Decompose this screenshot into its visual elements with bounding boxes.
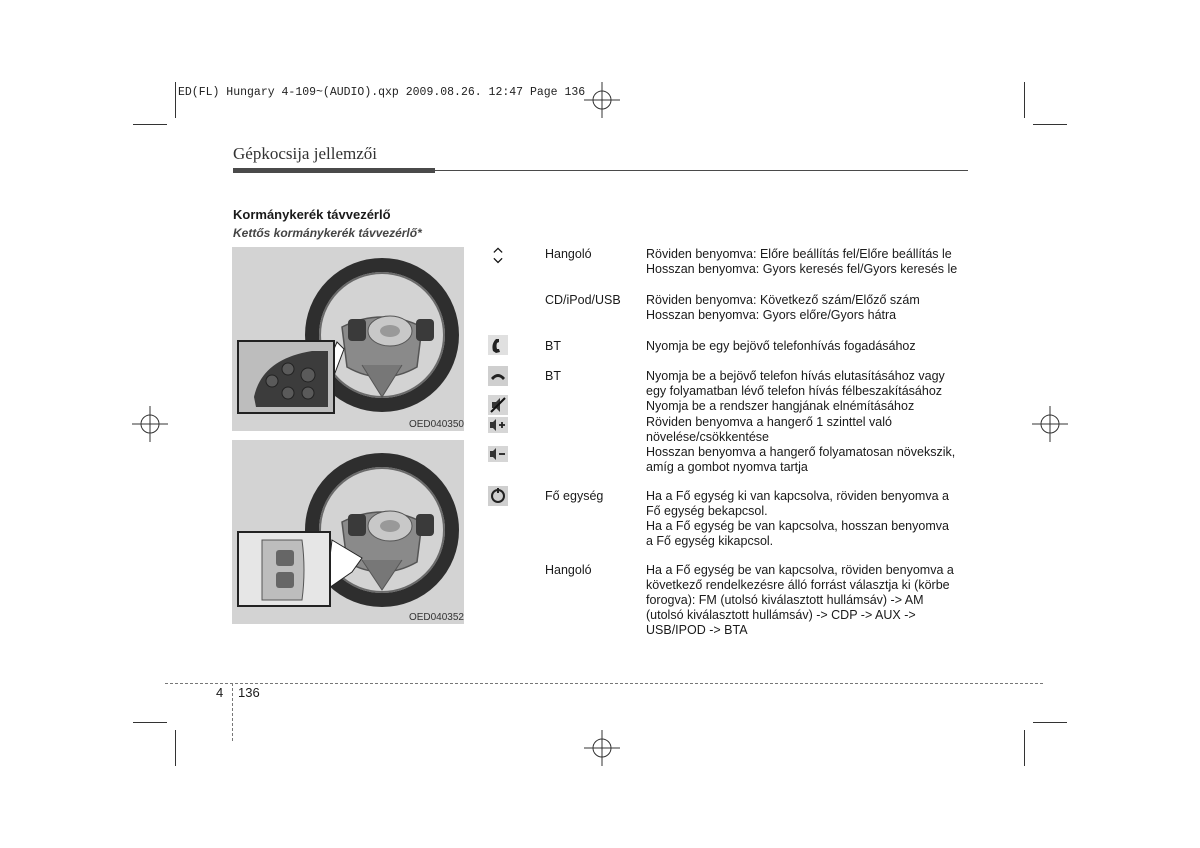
row-description: Hosszan benyomva a hangerő folyamatosan növekszik, amíg a gombot nyomva tartja: [646, 445, 956, 474]
row-description: Röviden benyomva: Következő szám/Előző szám Hosszan benyomva: Gyors előre/Gyors hátra: [646, 293, 920, 322]
row-label: Fő egység: [545, 489, 604, 503]
phone-answer-icon: [488, 335, 508, 355]
row-description: Nyomja be a rendszer hangjának elnémításához: [646, 399, 915, 413]
footer-rule: [165, 683, 1043, 684]
figure-code: OED040352: [408, 612, 464, 623]
crop-mark: [175, 730, 176, 766]
row-description: Röviden benyomva: Előre beállítás fel/Előre beállítás le Hosszan benyomva: Gyors keresés fel/Gyors keresés le: [646, 247, 958, 276]
row-label: Hangoló: [545, 247, 592, 261]
row-description: Nyomja be a bejövő telefon hívás elutasításához vagy egy folyamatban lévő telefon hívás félbeszakításához: [646, 369, 945, 398]
registration-mark-icon: [584, 730, 620, 766]
title-bar: [233, 168, 435, 173]
steering-wheel-figure: [232, 247, 464, 431]
row-label: BT: [545, 369, 561, 383]
row-description: Röviden benyomva a hangerő 1 szinttel való növelése/csökkentése: [646, 415, 892, 444]
steering-wheel-illustration: [232, 247, 464, 431]
page-number: [238, 685, 260, 700]
registration-mark-icon: [132, 406, 168, 442]
mute-icon: [488, 395, 508, 415]
up-down-arrows-icon: [488, 246, 508, 266]
print-header: ED(FL) Hungary 4-109~(AUDIO).qxp 2009.08.26. 12:47 Page 136: [178, 86, 586, 99]
title-rule: [435, 170, 968, 171]
crop-mark: [1033, 722, 1067, 723]
volume-down-icon: [488, 444, 508, 464]
phone-hangup-icon: [488, 366, 508, 386]
registration-mark-icon: [584, 82, 620, 118]
page-number-value: 136: [238, 685, 260, 700]
row-description: Nyomja be egy bejövő telefonhívás fogadásához: [646, 339, 916, 353]
row-description: Ha a Fő egység be van kapcsolva, röviden benyomva a következő rendelkezésre álló forrást választja ki (körbe forogva): FM (utolsó kiválasztott hullámsáv) -> AM (utolsó kiválasztott hullámsáv) -> CDP -> AUX -> USB/IPOD -> BTA: [646, 563, 954, 637]
row-label: Hangoló: [545, 563, 592, 577]
volume-up-icon: [488, 415, 508, 435]
crop-mark: [133, 722, 167, 723]
steering-wheel-figure: [232, 440, 464, 624]
crop-mark: [1024, 730, 1025, 766]
row-description: Ha a Fő egység ki van kapcsolva, röviden benyomva a Fő egység bekapcsol. Ha a Fő egység be van kapcsolva, hosszan benyomva a Fő egység kikapcsol.: [646, 489, 949, 548]
section-title: Gépkocsija jellemzői: [233, 144, 377, 163]
steering-wheel-illustration: [232, 440, 464, 624]
row-label: CD/iPod/USB: [545, 293, 621, 307]
page-heading: Kormánykerék távvezérlő: [233, 207, 391, 222]
crop-mark: [133, 124, 167, 125]
footer-divider: [232, 683, 233, 741]
figure-code: OED040350: [408, 419, 464, 430]
row-label: BT: [545, 339, 561, 353]
chapter-number: 4: [216, 685, 224, 700]
crop-mark: [1024, 82, 1025, 118]
page-subheading: Kettős kormánykerék távvezérlő*: [233, 226, 422, 240]
crop-mark: [1033, 124, 1067, 125]
page-number: [216, 685, 223, 700]
power-mode-icon: [488, 486, 508, 506]
crop-mark: [175, 82, 176, 118]
registration-mark-icon: [1032, 406, 1068, 442]
